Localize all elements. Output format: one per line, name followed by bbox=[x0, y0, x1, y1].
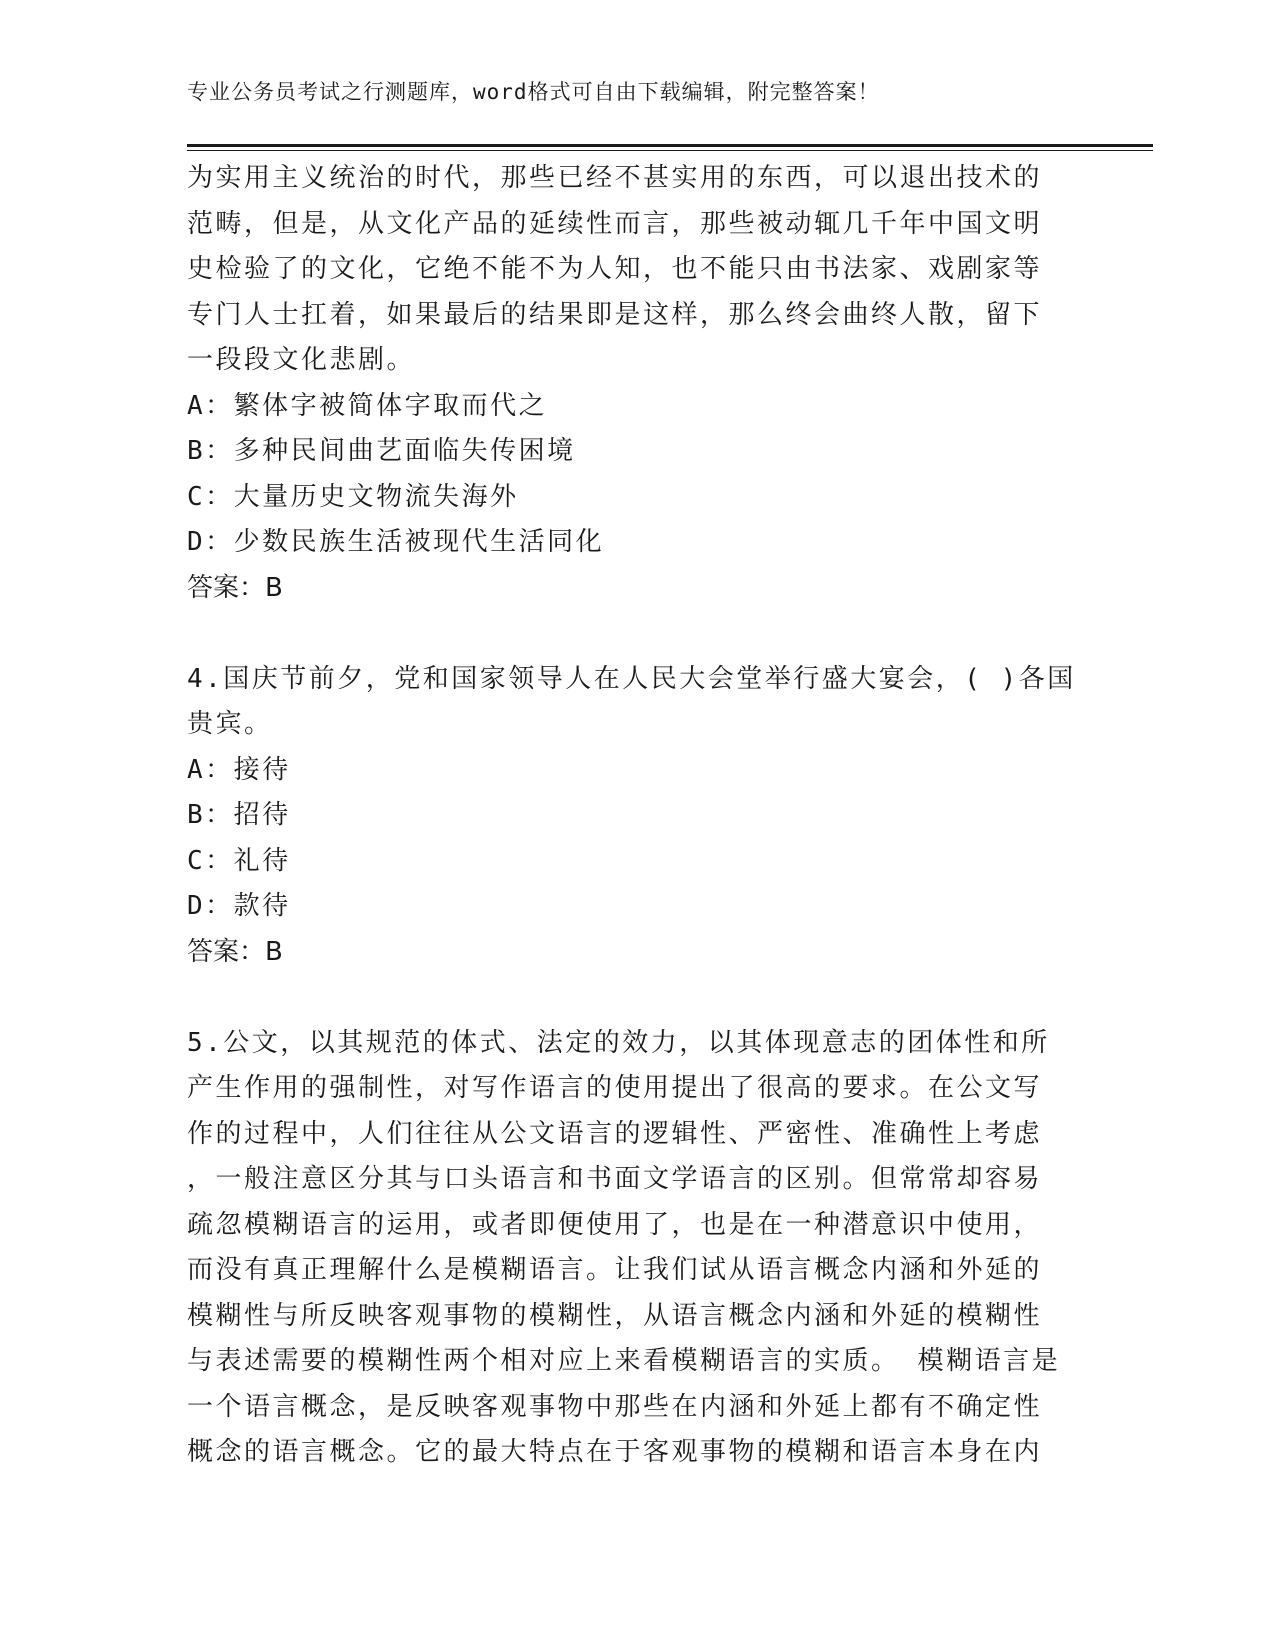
question-4-stem-line: 4.国庆节前夕，党和国家领导人在人民大会堂举行盛大宴会，( )各国 bbox=[187, 663, 1076, 694]
question-3-answer: 答案：B bbox=[187, 572, 283, 603]
question-5 bbox=[187, 1021, 1087, 1476]
document-body bbox=[187, 156, 1087, 1476]
question-4-option-a: A：接待 bbox=[187, 754, 291, 785]
question-5-stem-line: 模糊性与所反映客观事物的模糊性，从语言概念内涵和外延的模糊性 bbox=[187, 1300, 1043, 1331]
question-3-option-d: D：少数民族生活被现代生活同化 bbox=[187, 527, 605, 557]
question-3-option-c: C：大量历史文物流失海外 bbox=[187, 481, 519, 512]
question-3-stem-line: 史检验了的文化，它绝不能不为人知，也不能只由书法家、戏剧家等 bbox=[187, 254, 1043, 284]
question-3-stem-line: 专门人士扛着，如果最后的结果即是这样，那么终会曲终人散，留下 bbox=[187, 299, 1043, 330]
question-5-stem-line: 疏忽模糊语言的运用，或者即便使用了，也是在一种潜意识中使用， bbox=[187, 1209, 1043, 1240]
question-5-stem-line: 5.公文，以其规范的体式、法定的效力，以其体现意志的团体性和所 bbox=[187, 1027, 1050, 1058]
question-4-stem-line: 贵宾。 bbox=[187, 709, 273, 739]
question-4-option-b: B：招待 bbox=[187, 800, 291, 830]
question-5-stem-line: 作的过程中，人们往往从公文语言的逻辑性、严密性、准确性上考虑 bbox=[187, 1118, 1043, 1149]
question-3-stem-line: 为实用主义统治的时代，那些已经不甚实用的东西，可以退出技术的 bbox=[187, 163, 1043, 193]
question-5-stem-line: 一个语言概念，是反映客观事物中那些在内涵和外延上都有不确定性 bbox=[187, 1391, 1043, 1422]
question-5-stem-line: 产生作用的强制性，对写作语言的使用提出了很高的要求。在公文写 bbox=[187, 1073, 1043, 1103]
spacer bbox=[187, 611, 1087, 657]
question-3 bbox=[187, 156, 1087, 611]
question-5-stem-line: 概念的语言概念。它的最大特点在于客观事物的模糊和语言本身在内 bbox=[187, 1437, 1043, 1467]
question-3-stem-line: 一段段文化悲剧。 bbox=[187, 345, 416, 375]
question-3-option-b: B：多种民间曲艺面临失传困境 bbox=[187, 436, 576, 466]
question-3-option-a: A：繁体字被简体字取而代之 bbox=[187, 390, 548, 421]
spacer bbox=[187, 975, 1087, 1021]
page-header: 专业公务员考试之行测题库，word格式可自由下载编辑，附完整答案！ bbox=[187, 80, 880, 104]
question-4-option-d: D：款待 bbox=[187, 891, 291, 921]
question-5-stem-line: ，一般注意区分其与口头语言和书面文学语言的区别。但常常却容易 bbox=[187, 1164, 1043, 1194]
header-rule-thin bbox=[187, 150, 1153, 151]
question-3-stem-line: 范畴，但是，从文化产品的延续性而言，那些被动辄几千年中国文明 bbox=[187, 208, 1043, 239]
question-5-stem-line: 而没有真正理解什么是模糊语言。让我们试从语言概念内涵和外延的 bbox=[187, 1255, 1043, 1285]
question-4 bbox=[187, 657, 1087, 976]
question-4-answer: 答案：B bbox=[187, 936, 283, 967]
header-rule-thick bbox=[187, 144, 1153, 147]
question-4-option-c: C：礼待 bbox=[187, 845, 291, 876]
question-5-stem-line: 与表述需要的模糊性两个相对应上来看模糊语言的实质。 模糊语言是 bbox=[187, 1346, 1061, 1376]
